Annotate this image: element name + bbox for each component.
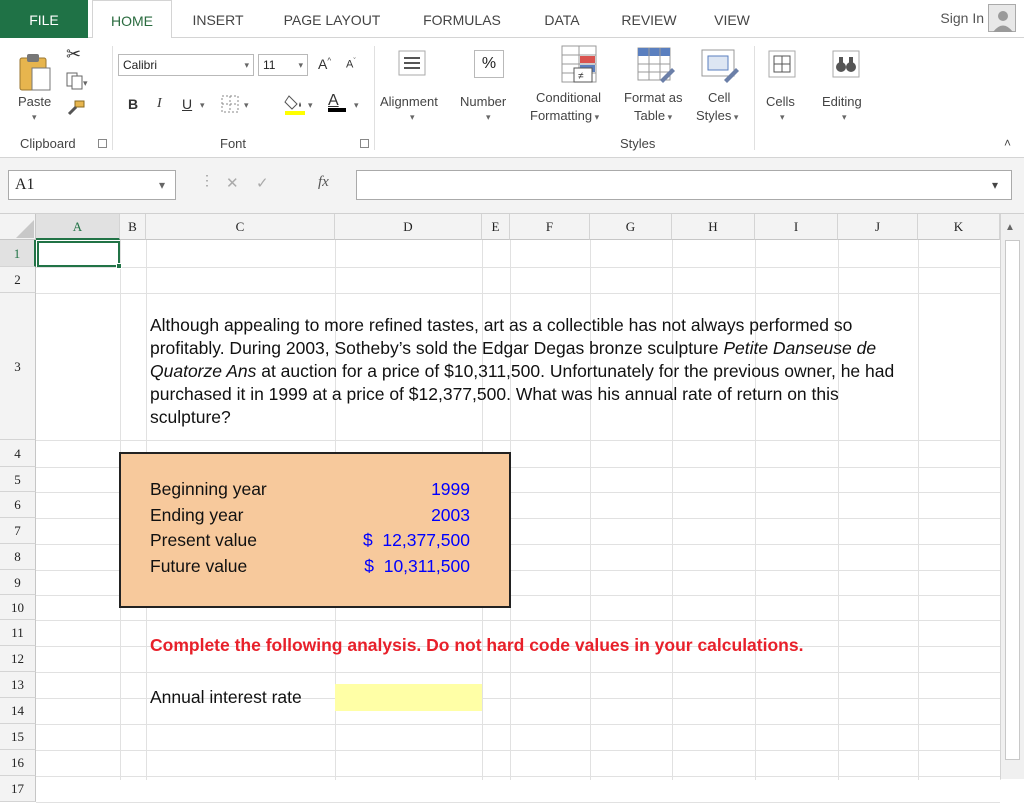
font-name-select[interactable] <box>118 54 254 76</box>
borders-icon[interactable] <box>220 94 240 117</box>
format-as-table-icon[interactable] <box>636 46 676 89</box>
row-header-17[interactable]: 17 <box>0 776 36 802</box>
font-launcher-icon[interactable] <box>360 139 369 148</box>
ribbon-divider <box>112 46 113 150</box>
gridline-horizontal <box>36 293 1000 294</box>
column-header-b[interactable]: B <box>120 214 146 240</box>
tab-page-layout[interactable]: PAGE LAYOUT <box>283 12 381 28</box>
cut-icon[interactable]: ✂ <box>66 44 82 64</box>
row-header-5[interactable]: 5 <box>0 467 36 492</box>
font-size-select[interactable] <box>258 54 308 76</box>
input-label-future-value: Future value <box>150 556 248 576</box>
column-header-e[interactable]: E <box>482 214 510 240</box>
ribbon-divider <box>754 46 755 150</box>
tab-home[interactable]: HOME <box>92 0 172 39</box>
ribbon-tab-bar <box>0 0 1024 38</box>
cells-icon[interactable] <box>768 50 796 83</box>
row-header-13[interactable]: 13 <box>0 672 36 698</box>
column-header-i[interactable]: I <box>755 214 838 240</box>
column-header-k[interactable]: K <box>918 214 1000 240</box>
column-header-j[interactable]: J <box>838 214 918 240</box>
enter-icon[interactable]: ✓ <box>256 175 269 192</box>
formula-bar <box>0 158 1024 214</box>
format-as-table-dropdown-icon: ▾ <box>665 112 673 122</box>
input-value-future-value[interactable]: $ 10,311,500 <box>364 556 470 576</box>
column-header-c[interactable]: C <box>146 214 335 240</box>
conditional-formatting-button[interactable] <box>536 90 601 105</box>
scroll-up-arrow-icon[interactable]: ▲ <box>1005 222 1015 233</box>
underline-dropdown-icon[interactable]: ▾ <box>200 100 205 110</box>
italic-button[interactable]: I <box>157 96 162 111</box>
row-header-10[interactable]: 10 <box>0 595 36 620</box>
cell-styles-label-2: Styles <box>696 108 732 123</box>
column-header-d[interactable]: D <box>335 214 482 240</box>
conditional-formatting-icon[interactable] <box>560 44 598 89</box>
cell-styles-dropdown-icon: ▾ <box>731 112 739 122</box>
editing-button[interactable]: Editing <box>822 94 862 109</box>
grow-font-button[interactable]: A^ <box>318 56 332 72</box>
row-header-15[interactable]: 15 <box>0 724 36 750</box>
select-all-corner[interactable] <box>0 214 36 240</box>
name-box-chevron-icon[interactable]: ▾ <box>158 178 165 192</box>
gridline-horizontal <box>36 724 1000 725</box>
tab-file[interactable]: FILE <box>0 0 88 38</box>
group-label-font: Font <box>220 136 247 151</box>
cell-styles-icon[interactable] <box>700 46 740 89</box>
formula-bar-grip-icon: ⋮ <box>200 172 214 188</box>
cell-styles-label-1[interactable]: Cell <box>708 90 731 105</box>
row-header-8[interactable]: 8 <box>0 544 36 570</box>
row-header-7[interactable]: 7 <box>0 518 36 544</box>
row-header-1[interactable]: 1 <box>0 240 36 267</box>
alignment-dropdown-icon[interactable]: ▾ <box>410 112 415 122</box>
font-name-value: Calibri <box>123 58 158 72</box>
number-button[interactable]: Number <box>460 94 507 109</box>
sign-in-link[interactable]: Sign In <box>940 10 984 26</box>
name-box-value: A1 <box>15 176 35 193</box>
tab-formulas[interactable]: FORMULAS <box>423 12 501 28</box>
row-header-12[interactable]: 12 <box>0 646 36 672</box>
sculpture-title: Petite Danseuse de Quatorze Ans <box>150 338 877 381</box>
conditional-formatting-label-1: Conditional <box>536 90 602 105</box>
shrink-font-icon: A <box>346 58 354 71</box>
underline-button[interactable]: U <box>182 96 193 112</box>
column-header-g[interactable]: G <box>590 214 672 240</box>
gridline-horizontal <box>36 672 1000 673</box>
shrink-font-button[interactable]: $A^ˇ$ <box>346 58 356 71</box>
cell-a1-selection[interactable] <box>37 241 120 267</box>
input-value-beginning-year[interactable]: 1999 <box>431 479 470 499</box>
alignment-button[interactable]: Alignment <box>380 94 438 109</box>
bold-button[interactable]: B <box>128 96 139 112</box>
expand-formula-bar-chevron-icon[interactable]: ▾ <box>992 178 999 192</box>
worksheet-grid[interactable] <box>0 214 1000 796</box>
format-painter-icon[interactable] <box>66 100 86 119</box>
row-header-11[interactable]: 11 <box>0 620 36 646</box>
gridline-horizontal <box>36 750 1000 751</box>
insert-function-icon[interactable]: fx <box>318 174 329 190</box>
cells-dropdown-icon[interactable]: ▾ <box>780 112 785 122</box>
vertical-scrollbar[interactable] <box>1000 214 1024 779</box>
conditional-formatting-dropdown-icon: ▾ <box>592 112 600 122</box>
column-header-h[interactable]: H <box>672 214 755 240</box>
paste-icon[interactable] <box>18 52 52 97</box>
editing-dropdown-icon[interactable]: ▾ <box>842 112 847 122</box>
fill-handle[interactable] <box>116 263 122 269</box>
conditional-formatting-label-2-wrap[interactable] <box>530 108 599 123</box>
column-header-f[interactable]: F <box>510 214 590 240</box>
clipboard-launcher-icon[interactable] <box>98 139 107 148</box>
grow-font-icon: A <box>318 56 328 72</box>
fill-color-icon[interactable] <box>284 92 306 119</box>
number-format-icon[interactable]: % <box>474 50 504 78</box>
input-value-ending-year[interactable]: 2003 <box>431 505 470 525</box>
answer-label: Annual interest rate <box>150 687 302 707</box>
fill-color-dropdown-icon[interactable]: ▾ <box>308 100 313 110</box>
font-size-value: 11 <box>263 58 276 72</box>
font-color-button[interactable] <box>328 92 346 112</box>
tab-review[interactable]: REVIEW <box>621 12 677 28</box>
row-header-14[interactable]: 14 <box>0 698 36 724</box>
gridline-horizontal <box>36 440 1000 441</box>
tab-insert[interactable]: INSERT <box>192 12 244 28</box>
cells-button[interactable]: Cells <box>766 94 795 109</box>
formula-input[interactable] <box>356 170 1012 200</box>
conditional-formatting-label-2: Formatting <box>530 108 593 123</box>
tab-data[interactable]: DATA <box>544 12 580 28</box>
input-value-present-value[interactable]: $ 12,377,500 <box>362 530 470 550</box>
group-label-clipboard: Clipboard <box>20 136 76 151</box>
font-size-chevron-icon: ▾ <box>298 60 303 70</box>
input-label-present-value: Present value <box>150 530 258 550</box>
gridline-horizontal <box>36 620 1000 621</box>
gridline-horizontal <box>36 267 1000 268</box>
ribbon-divider <box>374 46 375 150</box>
gridline-vertical <box>918 240 919 780</box>
answer-cell[interactable] <box>335 684 482 711</box>
problem-text <box>150 314 910 429</box>
user-avatar-icon[interactable] <box>988 4 1016 32</box>
cell-styles-label-2-wrap[interactable] <box>696 108 738 123</box>
name-box[interactable] <box>8 170 176 200</box>
input-label-beginning-year: Beginning year <box>150 479 267 499</box>
borders-dropdown-icon[interactable]: ▾ <box>244 100 249 110</box>
ribbon-home <box>0 38 1024 158</box>
gridline-horizontal <box>36 776 1000 777</box>
column-header-a[interactable]: A <box>36 214 120 240</box>
row-header-9[interactable]: 9 <box>0 570 36 595</box>
paste-button[interactable]: Paste <box>18 94 52 109</box>
cancel-icon[interactable]: ✕ <box>226 175 239 192</box>
svg-text:≠: ≠ <box>578 71 584 82</box>
instruction-text: Complete the following analysis. Do not hard code values in your calculations. <box>150 635 804 655</box>
find-binoculars-icon[interactable] <box>832 50 860 83</box>
collapse-ribbon-chevron-icon[interactable]: ˄ <box>1004 136 1012 150</box>
alignment-icon[interactable] <box>398 50 426 81</box>
row-header-3[interactable]: 3 <box>0 293 36 440</box>
format-as-table-label-2-wrap[interactable] <box>634 108 672 123</box>
scrollbar-thumb[interactable] <box>1005 240 1020 760</box>
row-header-4[interactable]: 4 <box>0 440 36 467</box>
row-header-2[interactable]: 2 <box>0 267 36 293</box>
font-color-icon: A <box>328 92 339 109</box>
svg-text:▾: ▾ <box>83 78 88 88</box>
copy-icon[interactable] <box>66 72 88 93</box>
paste-dropdown-icon[interactable]: ▾ <box>32 112 37 122</box>
input-label-ending-year: Ending year <box>150 505 244 525</box>
row-header-16[interactable]: 16 <box>0 750 36 776</box>
format-as-table-label-2: Table <box>634 108 666 123</box>
font-name-chevron-icon: ▾ <box>244 60 249 70</box>
row-header-6[interactable]: 6 <box>0 492 36 518</box>
problem-text-part-2: at auction for a price of $10,311,500. Unfortunately for the previous owner, he had purchased it in 1999 at a price of $12,377,500. What was his annual rate of return on this sculpture? <box>150 361 895 427</box>
problem-text-part-1: Although appealing to more refined tastes, art as a collectible has not always performed so profitably. During 2003, Sotheby’s sold the Edgar Degas bronze sculpture <box>150 315 853 358</box>
group-label-styles: Styles <box>620 136 656 151</box>
format-as-table-label-1[interactable]: Format as <box>624 90 683 105</box>
tab-view[interactable]: VIEW <box>714 12 750 28</box>
font-color-dropdown-icon[interactable]: ▾ <box>354 100 359 110</box>
number-dropdown-icon[interactable]: ▾ <box>486 112 491 122</box>
